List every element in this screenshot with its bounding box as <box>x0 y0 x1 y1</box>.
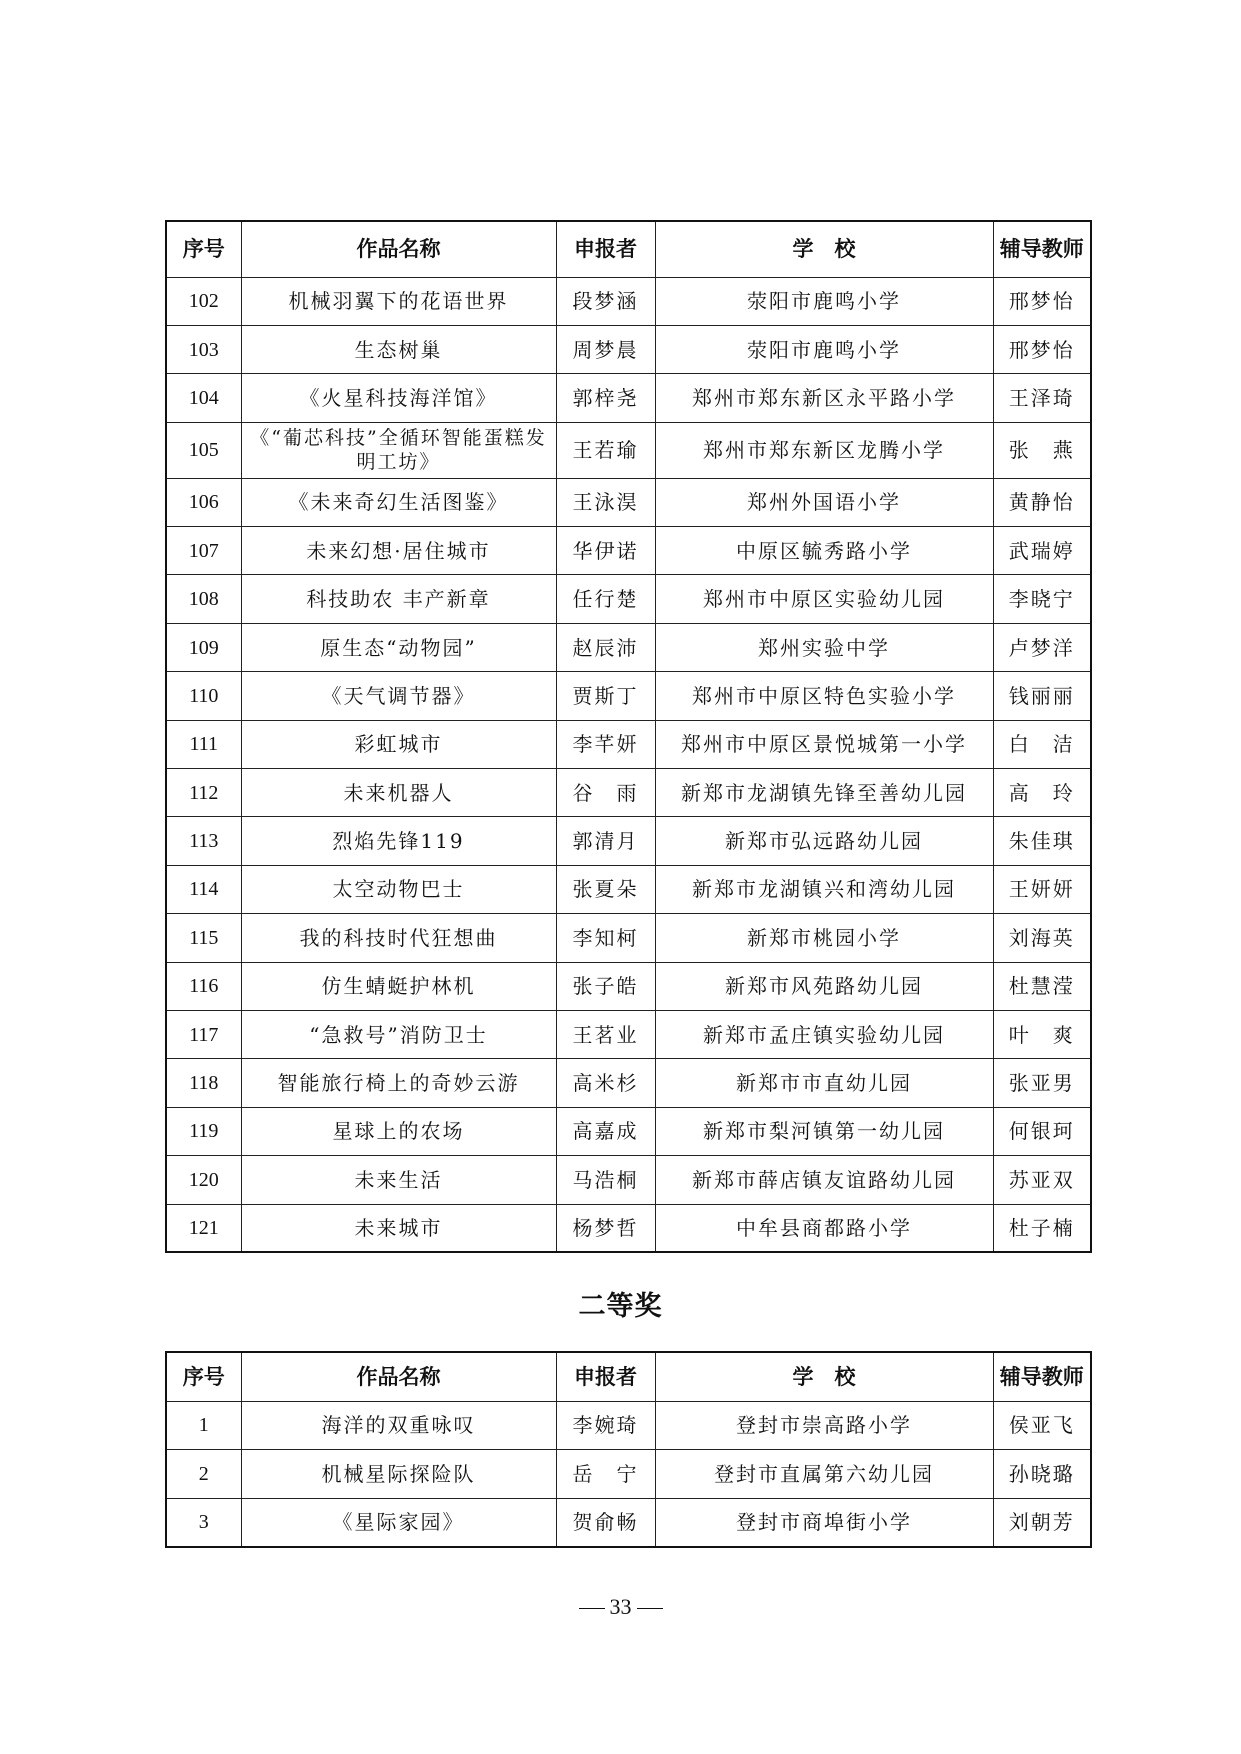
cell-seq: 120 <box>166 1156 241 1204</box>
cell-teacher: 黄静怡 <box>993 478 1091 526</box>
cell-work: “急救号”消防卫士 <box>241 1010 556 1058</box>
cell-seq: 108 <box>166 575 241 623</box>
cell-school: 登封市崇高路小学 <box>655 1401 993 1450</box>
header-applicant: 申报者 <box>556 1352 655 1401</box>
cell-seq: 118 <box>166 1059 241 1107</box>
cell-school: 郑州市中原区实验幼儿园 <box>655 575 993 623</box>
cell-school: 新郑市龙湖镇兴和湾幼儿园 <box>655 865 993 913</box>
header-work-name: 作品名称 <box>241 1352 556 1401</box>
cell-work: 太空动物巴士 <box>241 865 556 913</box>
cell-work: 《“葡芯科技”全循环智能蛋糕发明工坊》 <box>241 422 556 478</box>
cell-seq: 113 <box>166 817 241 865</box>
cell-work: 《火星科技海洋馆》 <box>241 374 556 422</box>
cell-seq: 2 <box>166 1450 241 1499</box>
cell-teacher: 孙晓璐 <box>993 1450 1091 1499</box>
cell-work: 彩虹城市 <box>241 720 556 768</box>
cell-applicant: 李芊妍 <box>556 720 655 768</box>
table-row <box>166 1204 1091 1252</box>
cell-school: 中原区毓秀路小学 <box>655 527 993 575</box>
cell-applicant: 郭梓尧 <box>556 374 655 422</box>
table-header-row <box>166 221 1091 277</box>
table-header-row <box>166 1352 1091 1401</box>
header-seq: 序号 <box>166 1352 241 1401</box>
cell-school: 新郑市桃园小学 <box>655 914 993 962</box>
table-row <box>166 817 1091 865</box>
cell-applicant: 王若瑜 <box>556 422 655 478</box>
cell-applicant: 马浩桐 <box>556 1156 655 1204</box>
page-footer <box>0 1594 1241 1620</box>
cell-work: 未来机器人 <box>241 769 556 817</box>
header-school: 学 校 <box>655 221 993 277</box>
cell-seq: 102 <box>166 277 241 325</box>
cell-work: 科技助农 丰产新章 <box>241 575 556 623</box>
table-row <box>166 962 1091 1010</box>
cell-teacher: 苏亚双 <box>993 1156 1091 1204</box>
table-row <box>166 1156 1091 1204</box>
table-row <box>166 769 1091 817</box>
cell-teacher: 侯亚飞 <box>993 1401 1091 1450</box>
header-seq: 序号 <box>166 221 241 277</box>
cell-applicant: 段梦涵 <box>556 277 655 325</box>
cell-applicant: 郭清月 <box>556 817 655 865</box>
cell-school: 荥阳市鹿鸣小学 <box>655 325 993 373</box>
cell-applicant: 李知柯 <box>556 914 655 962</box>
cell-seq: 116 <box>166 962 241 1010</box>
cell-work: 未来城市 <box>241 1204 556 1252</box>
cell-applicant: 华伊诺 <box>556 527 655 575</box>
cell-seq: 109 <box>166 623 241 671</box>
cell-applicant: 任行楚 <box>556 575 655 623</box>
cell-teacher: 张 燕 <box>993 422 1091 478</box>
table-row <box>166 1450 1091 1499</box>
cell-seq: 1 <box>166 1401 241 1450</box>
table-row <box>166 1401 1091 1450</box>
cell-applicant: 张夏朵 <box>556 865 655 913</box>
cell-teacher: 卢梦洋 <box>993 623 1091 671</box>
cell-applicant: 赵辰沛 <box>556 623 655 671</box>
table-row <box>166 865 1091 913</box>
header-school: 学 校 <box>655 1352 993 1401</box>
header-work-name: 作品名称 <box>241 221 556 277</box>
cell-seq: 104 <box>166 374 241 422</box>
cell-teacher: 何银珂 <box>993 1107 1091 1155</box>
cell-work: 智能旅行椅上的奇妙云游 <box>241 1059 556 1107</box>
award-table-second-prize <box>165 1351 1092 1548</box>
cell-work: 原生态“动物园” <box>241 623 556 671</box>
cell-applicant: 周梦晨 <box>556 325 655 373</box>
table-row <box>166 720 1091 768</box>
cell-school: 新郑市薛店镇友谊路幼儿园 <box>655 1156 993 1204</box>
cell-school: 新郑市弘远路幼儿园 <box>655 817 993 865</box>
table-row <box>166 575 1091 623</box>
table-row <box>166 422 1091 478</box>
cell-seq: 110 <box>166 672 241 720</box>
cell-school: 郑州市中原区特色实验小学 <box>655 672 993 720</box>
cell-teacher: 钱丽丽 <box>993 672 1091 720</box>
cell-work: 我的科技时代狂想曲 <box>241 914 556 962</box>
table-row <box>166 623 1091 671</box>
cell-seq: 112 <box>166 769 241 817</box>
header-teacher: 辅导教师 <box>993 1352 1091 1401</box>
cell-teacher: 王泽琦 <box>993 374 1091 422</box>
table-row <box>166 1107 1091 1155</box>
cell-applicant: 王茗业 <box>556 1010 655 1058</box>
cell-applicant: 高嘉成 <box>556 1107 655 1155</box>
cell-teacher: 杜子楠 <box>993 1204 1091 1252</box>
table-row <box>166 277 1091 325</box>
cell-seq: 106 <box>166 478 241 526</box>
cell-work: 星球上的农场 <box>241 1107 556 1155</box>
cell-teacher: 张亚男 <box>993 1059 1091 1107</box>
cell-teacher: 邢梦怡 <box>993 277 1091 325</box>
table-row <box>166 1010 1091 1058</box>
cell-seq: 114 <box>166 865 241 913</box>
cell-teacher: 李晓宁 <box>993 575 1091 623</box>
cell-seq: 119 <box>166 1107 241 1155</box>
table-row <box>166 478 1091 526</box>
cell-applicant: 杨梦哲 <box>556 1204 655 1252</box>
cell-work: 机械羽翼下的花语世界 <box>241 277 556 325</box>
cell-work: 《未来奇幻生活图鉴》 <box>241 478 556 526</box>
cell-teacher: 杜慧滢 <box>993 962 1091 1010</box>
cell-applicant: 谷 雨 <box>556 769 655 817</box>
cell-school: 登封市直属第六幼儿园 <box>655 1450 993 1499</box>
page-number: 33 <box>609 1594 632 1619</box>
cell-school: 郑州外国语小学 <box>655 478 993 526</box>
cell-teacher: 刘朝芳 <box>993 1498 1091 1547</box>
cell-work: 机械星际探险队 <box>241 1450 556 1499</box>
cell-seq: 115 <box>166 914 241 962</box>
cell-teacher: 白 洁 <box>993 720 1091 768</box>
cell-teacher: 武瑞婷 <box>993 527 1091 575</box>
cell-seq: 103 <box>166 325 241 373</box>
cell-school: 新郑市孟庄镇实验幼儿园 <box>655 1010 993 1058</box>
cell-school: 荥阳市鹿鸣小学 <box>655 277 993 325</box>
cell-seq: 111 <box>166 720 241 768</box>
table-row <box>166 914 1091 962</box>
table-row <box>166 527 1091 575</box>
cell-school: 郑州市郑东新区龙腾小学 <box>655 422 993 478</box>
cell-work: 《天气调节器》 <box>241 672 556 720</box>
cell-school: 新郑市梨河镇第一幼儿园 <box>655 1107 993 1155</box>
cell-applicant: 贾斯丁 <box>556 672 655 720</box>
cell-seq: 117 <box>166 1010 241 1058</box>
cell-school: 中牟县商都路小学 <box>655 1204 993 1252</box>
cell-applicant: 高米杉 <box>556 1059 655 1107</box>
cell-school: 郑州市郑东新区永平路小学 <box>655 374 993 422</box>
cell-school: 郑州市中原区景悦城第一小学 <box>655 720 993 768</box>
cell-work: 仿生蜻蜓护林机 <box>241 962 556 1010</box>
table-row <box>166 672 1091 720</box>
dash-right <box>637 1608 663 1609</box>
cell-work: 未来幻想·居住城市 <box>241 527 556 575</box>
cell-work: 海洋的双重咏叹 <box>241 1401 556 1450</box>
cell-seq: 105 <box>166 422 241 478</box>
section-title-second-prize: 二等奖 <box>578 1291 663 1322</box>
cell-work: 《星际家园》 <box>241 1498 556 1547</box>
cell-work: 烈焰先锋119 <box>241 817 556 865</box>
cell-school: 新郑市风苑路幼儿园 <box>655 962 993 1010</box>
table-row <box>166 1059 1091 1107</box>
cell-applicant: 李婉琦 <box>556 1401 655 1450</box>
award-table-first-prize <box>165 220 1092 1253</box>
cell-teacher: 邢梦怡 <box>993 325 1091 373</box>
cell-teacher: 刘海英 <box>993 914 1091 962</box>
table-row <box>166 325 1091 373</box>
cell-school: 新郑市龙湖镇先锋至善幼儿园 <box>655 769 993 817</box>
cell-seq: 3 <box>166 1498 241 1547</box>
cell-teacher: 叶 爽 <box>993 1010 1091 1058</box>
cell-teacher: 王妍妍 <box>993 865 1091 913</box>
cell-school: 郑州实验中学 <box>655 623 993 671</box>
header-applicant: 申报者 <box>556 221 655 277</box>
header-teacher: 辅导教师 <box>993 221 1091 277</box>
dash-left <box>579 1608 605 1609</box>
cell-seq: 121 <box>166 1204 241 1252</box>
cell-work: 未来生活 <box>241 1156 556 1204</box>
cell-applicant: 岳 宁 <box>556 1450 655 1499</box>
cell-teacher: 高 玲 <box>993 769 1091 817</box>
cell-applicant: 贺俞畅 <box>556 1498 655 1547</box>
table-row <box>166 1498 1091 1547</box>
cell-school: 登封市商埠街小学 <box>655 1498 993 1547</box>
cell-teacher: 朱佳琪 <box>993 817 1091 865</box>
cell-applicant: 张子皓 <box>556 962 655 1010</box>
table-row <box>166 374 1091 422</box>
cell-work: 生态树巢 <box>241 325 556 373</box>
cell-school: 新郑市市直幼儿园 <box>655 1059 993 1107</box>
cell-applicant: 王泳淏 <box>556 478 655 526</box>
cell-seq: 107 <box>166 527 241 575</box>
